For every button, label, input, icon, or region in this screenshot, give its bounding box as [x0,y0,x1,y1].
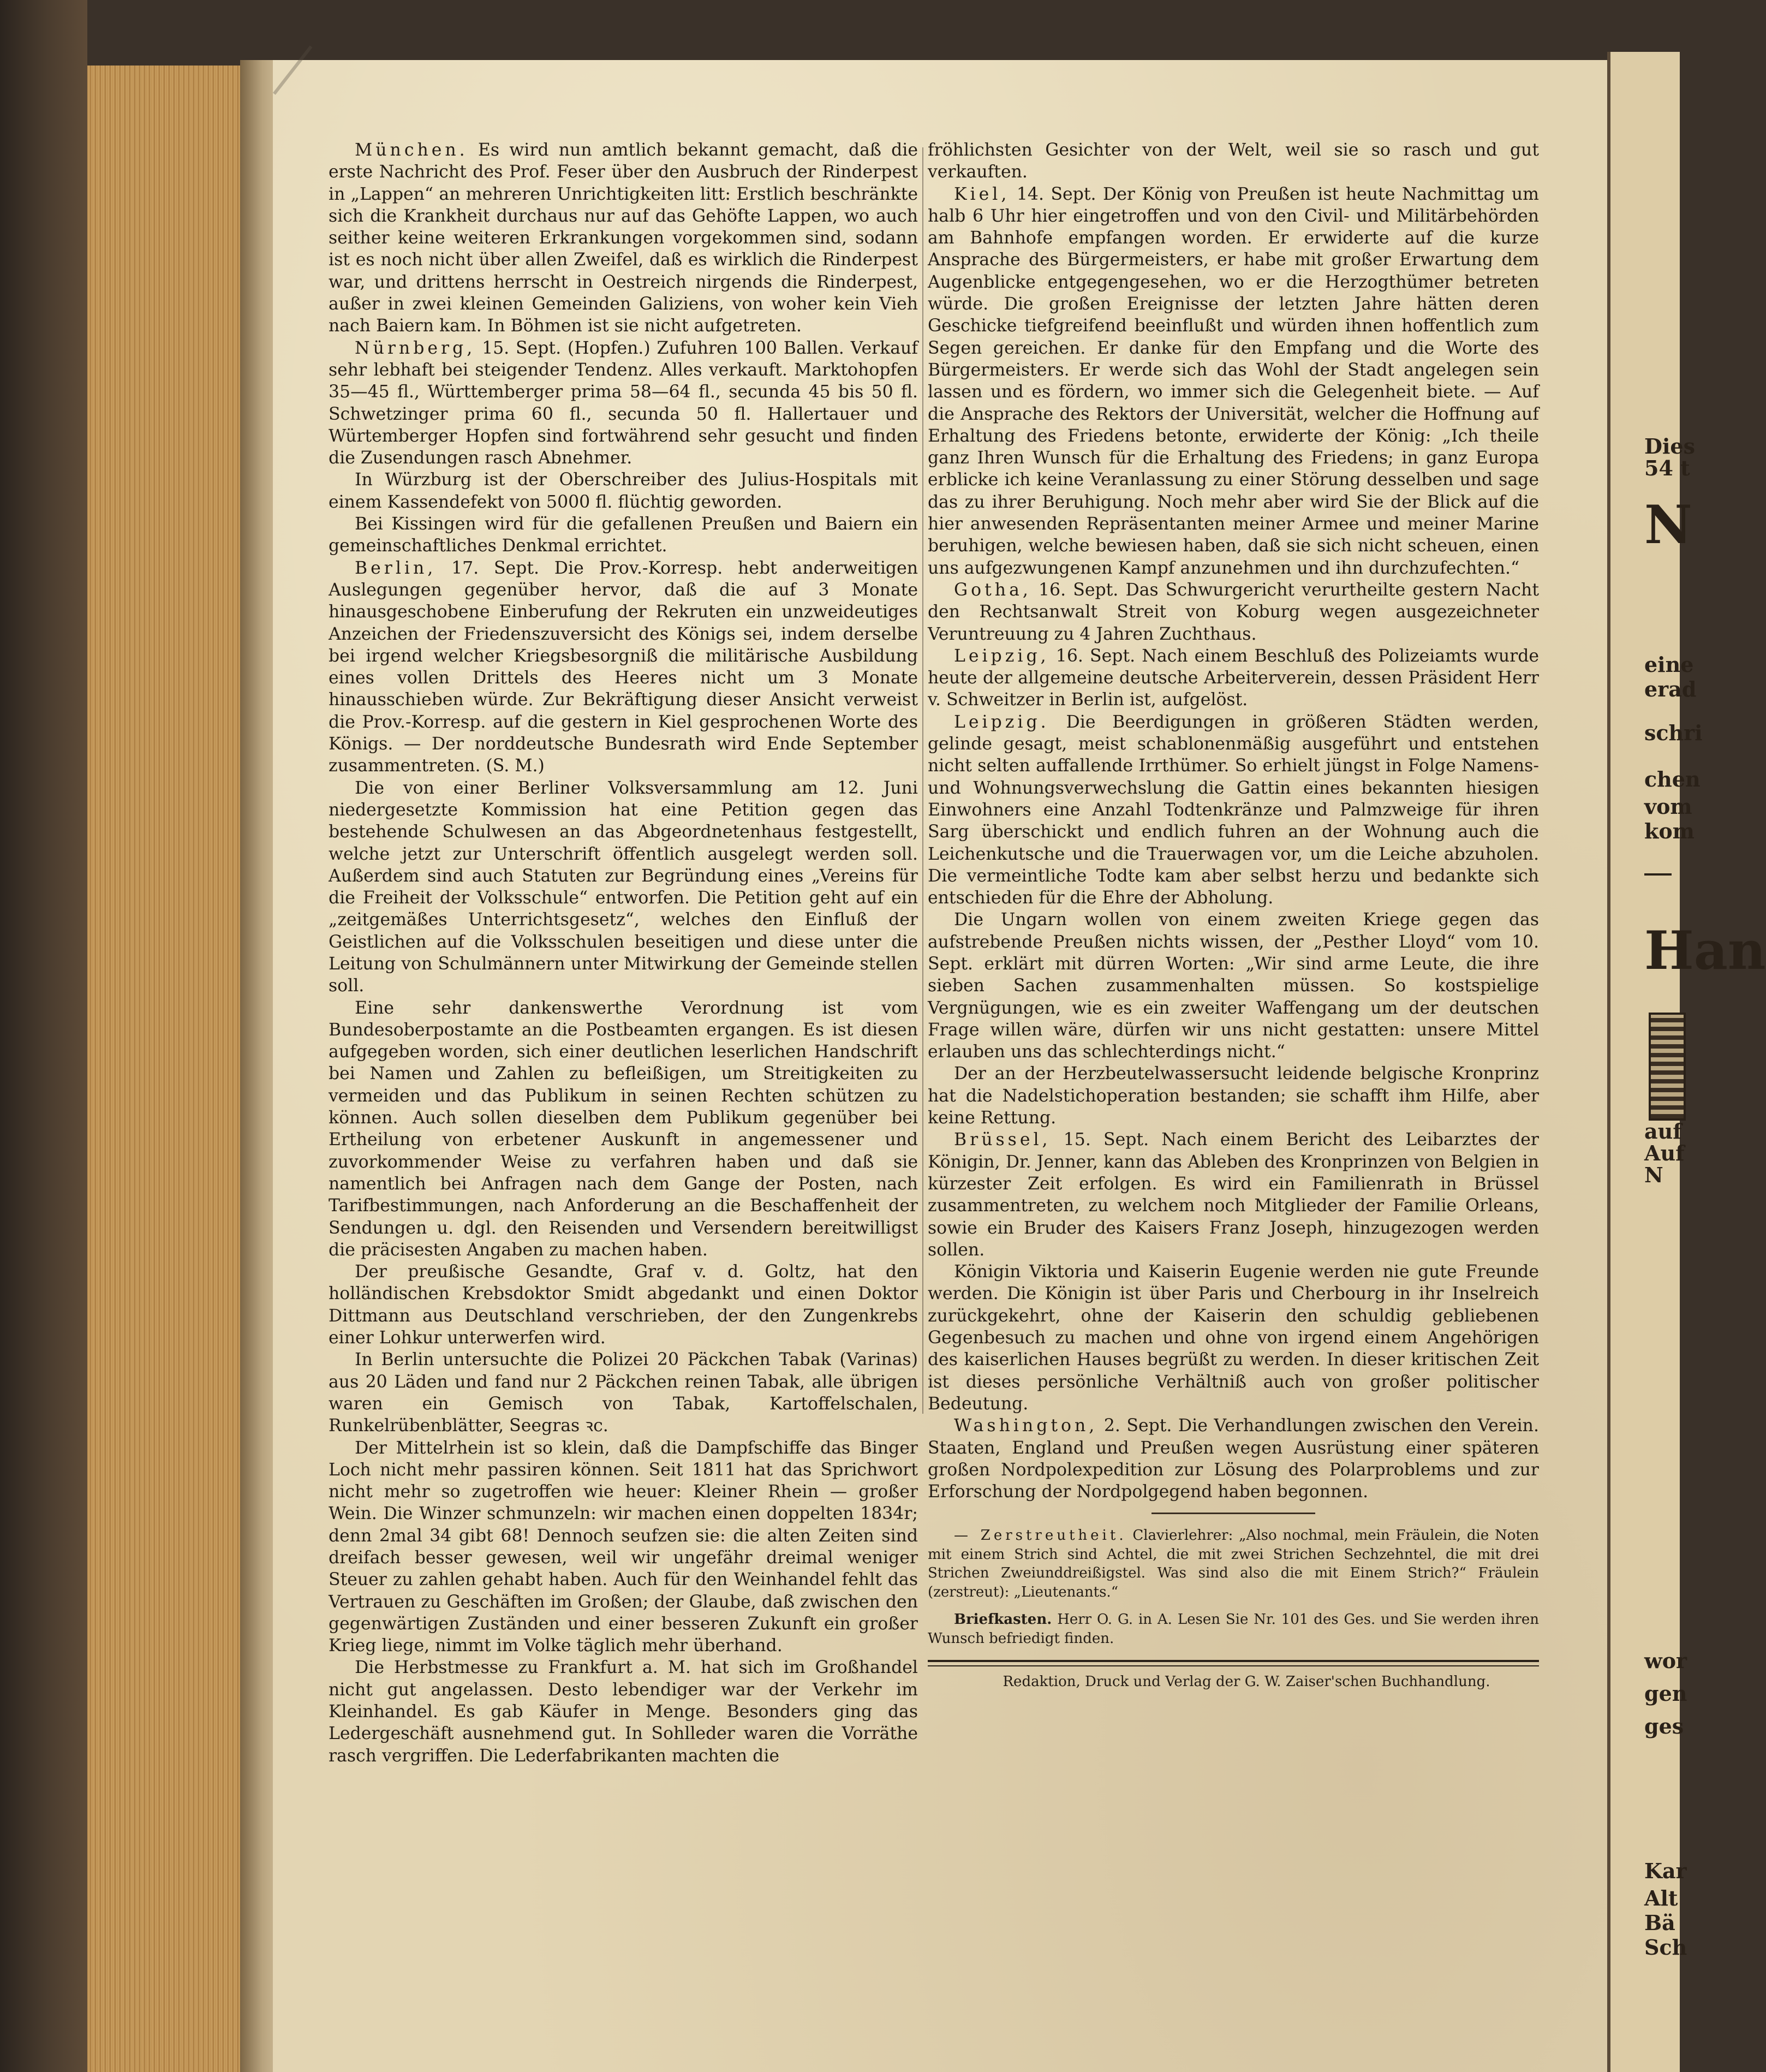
article-paragraph [329,139,918,337]
adjacent-page-rule [1644,873,1672,876]
article-text: Die Ungarn wollen von einem zweiten Kriege gegen das aufstrebende Preußen nichts wissen, der „Pesther Lloyd“ vom 10. Sept. erklärt mit dürren Worten: „Wir sind arme Leute, die ihre sieben Sachen zusammenhalten müssen. So kostspielige Vergnügungen, wie es ein zweiter Waffengang um der deutschen Frage willen wäre, dürfen wir uns nicht gestatten: unsere Mittel erlauben uns das schlechterdings nicht.“ [928,910,1539,1062]
adjacent-page-fragment: chen [1644,767,1701,791]
adjacent-page-fragment: ges [1644,1714,1684,1738]
article-paragraph [928,139,1539,183]
adjacent-page-fragment: N [1644,1163,1663,1187]
article-text: 2. Sept. Die Verhandlungen zwischen den Verein. Staaten, England und Preußen wegen Ausrüstung einer späteren großen Nordpolexpedition zur Lösung des Polarproblems und zur Erforschung der Nordpolgegend haben begonnen. [928,1416,1539,1502]
adjacent-page-fragment: erad [1644,677,1697,701]
article-dateline: Kiel, [954,184,1010,204]
article-text: Bei Kissingen wird für die gefallenen Preußen und Baiern ein gemeinschaftliches Denkmal errichtet. [329,514,918,556]
article-paragraph [329,513,918,557]
article-paragraph [329,337,918,469]
anecdote-text: Clavierlehrer: „Also nochmal, mein Fräulein, die Noten mit einem Strich sind Achtel, die mit zwei Strichen Sechzehntel, die mit drei Strichen Zweiunddreißigstel. Was sind also die mit Einem Strich?“ Fräulein (zerstreut): „Lieutenants.“ [928,1527,1539,1600]
article-paragraph [928,711,1539,909]
adjacent-page-fragment: eine [1644,652,1694,677]
briefkasten [928,1610,1539,1648]
article-text: Der preußische Gesandte, Graf v. d. Goltz, hat den holländischen Krebsdoktor Smidt abgedankt und einen Doktor Dittmann aus Deutschland verschrieben, der den Zungenkrebs einer Lohkur unterwerfen wird. [329,1262,918,1348]
adjacent-page-fragment: Bä [1644,1910,1675,1935]
article-text: In Würzburg ist der Oberschreiber des Julius-Hospitals mit einem Kassendefekt von 5000 fl. flüchtig geworden. [329,470,918,512]
imprint: Redaktion, Druck und Verlag der G. W. Zaiser'schen Buchhandlung. [1003,1674,1490,1690]
article-text: Königin Viktoria und Kaiserin Eugenie werden nie gute Freunde werden. Die Königin ist über Paris und Cherbourg in ihr Inselreich zurückgekehrt, ohne der Kaiserin den schuldig gebliebenen Gegenbesuch zu machen und ohne von irgend einem Angehörigen des kaiserlichen Hauses begrüßt zu werden. In dieser kritischen Zeit ist dieses persönliche Verhältniß auch von großer politischer Bedeutung. [928,1262,1539,1414]
book-spine [0,0,87,2072]
article-paragraph [928,579,1539,645]
adjacent-page-fragment: 54 t [1644,456,1690,480]
article-text: 16. Sept. Nach einem Beschluß des Polizeiamts wurde heute der allgemeine deutsche Arbeiterverein, dessen Präsident Herr v. Schweitzer in Berlin ist, aufgelöst. [928,646,1539,710]
page-edges [87,66,247,2072]
adjacent-page-fragment: Han [1644,920,1766,981]
article-text: Eine sehr dankenswerthe Verordnung ist vom Bundesoberpostamte an die Postbeamten ergangen. Es ist diesen aufgegeben worden, sich einer deutlichen leserlichen Handschrift bei Namen und Zahlen zu befleißigen, um Streitigkeiten zu vermeiden und das Publikum in seinen Rechten schützen zu können. Auch sollen dieselben dem Publikum gegenüber bei Ertheilung von erbetener Auskunft in angemessener und zuvorkommender Weise zu verfahren haben und daß sie namentlich bei Anfragen nach dem Gange der Posten, nach Tarifbestimmungen, nach Anforderung an die Beschaffenheit der Sendungen u. dgl. den Reisenden und Versendern bereitwilligst die präcisesten Angaben zu machen haben. [329,998,918,1260]
article-dateline: Nürnberg, [355,338,476,358]
article-paragraph [329,997,918,1261]
column-divider [922,147,923,1414]
adjacent-page-fragment: vom [1644,794,1692,819]
article-dateline: Gotha, [954,580,1031,600]
article-text: Der Mittelrhein ist so klein, daß die Dampfschiffe das Binger Loch nicht mehr passiren können. Seit 1811 hat das Sprichwort nicht mehr so zugetroffen wie heuer: Kleiner Rhein — großer Wein. Die Winzer schmunzeln: wir machen einen doppelten 1834r; denn 2mal 34 gibt 68! Dennoch seufzen sie: die alten Zeiten sind dreifach besser gewesen, weil wir ungefähr dreimal weniger Steuer zu zahlen gehabt haben. Auch für den Weinhandel fehlt das Vertrauen zu Geschäften im Großen; der Glaube, daß zwischen den gegenwärtigen Zuständen und einer besseren Zukunft ein großer Krieg liege, nimmt im Volke täglich mehr überhand. [329,1438,918,1656]
adjacent-page-fragment: N [1644,494,1692,556]
article-paragraph [329,1437,918,1657]
anecdote-lead: — Zerstreutheit. [954,1527,1127,1544]
footer-rule [928,1660,1539,1662]
article-text: 15. Sept. Nach einem Bericht des Leibarztes der Königin, Dr. Jenner, kann das Ableben des Kronprinzen von Belgien in kürzester Zeit erfolgen. Es wird ein Familienrath in Brüssel zusammentreten, zu welchem noch Mitglieder der Familie Orleans, sowie ein Bruder des Kaisers Franz Joseph, hinzugezogen werden sollen. [928,1130,1539,1260]
article-paragraph [928,1261,1539,1415]
article-text: 16. Sept. Das Schwurgericht verurtheilte gestern Nacht den Rechtsanwalt Streit von Koburg wegen ausgezeichneter Veruntreuung zu 4 Jahren Zuchthaus. [928,580,1539,644]
article-dateline: Leipzig. [954,712,1049,732]
article-text: Die von einer Berliner Volksversammlung am 12. Juni niedergesetzte Kommission hat eine Petition gegen das bestehende Schulwesen an das Abgeordnetenhaus festgestellt, welche jetzt zur Unterschrift öffentlich ausgelegt werden soll. Außerdem sind auch Statuten zur Begründung eines „Vereins für die Freiheit der Volksschule“ entworfen. Die Petition geht auf ein „zeitgemäßes Unterrichtsgesetz“, welches den Einfluß der Geistlichen auf die Volksschulen beseitigen und diese unter die Leitung von Schulmännern unter Mitwirkung der Gemeinde stellen soll. [329,778,918,996]
article-paragraph [928,1415,1539,1503]
article-dateline: Washington, [954,1416,1098,1436]
article-dateline: München. [355,140,468,160]
briefkasten-text: Herr O. G. in A. Lesen Sie Nr. 101 des Ges. und Sie werden ihren Wunsch befriedigt finden. [928,1611,1539,1647]
adjacent-page-fragment: gen [1644,1681,1687,1706]
article-paragraph [329,469,918,513]
adjacent-page-fragment: schri [1644,721,1703,745]
article-text: Der an der Herzbeutelwassersucht leidende belgische Kronprinz hat die Nadelstichoperation bestanden; sie schafft ihm Hilfe, aber keine Rettung. [928,1064,1539,1128]
separator-rule [1152,1513,1315,1514]
left-column [329,139,918,1767]
article-paragraph [329,777,918,997]
article-text: fröhlichsten Gesichter von der Welt, weil sie so rasch und gut verkauften. [928,140,1539,182]
adjacent-page-fragment: Sch [1644,1935,1687,1960]
right-column [928,139,1539,1693]
adjacent-page-edge [1607,52,1766,2072]
article-dateline: Berlin, [355,558,437,578]
adjacent-page-fragment: kom [1644,819,1695,843]
article-paragraph [329,557,918,777]
article-paragraph [928,909,1539,1063]
article-text: 15. Sept. (Hopfen.) Zufuhren 100 Ballen. Verkauf sehr lebhaft bei steigender Tendenz. Alles verkauft. Marktohopfen 35—45 fl., Württemberger prima 58—64 fl., secunda 45 bis 50 fl. Schwetzinger prima 60 fl., secunda 50 fl. Hallertauer und Würtemberger Hopfen sind fortwährend sehr gesucht und finden die Zusendungen rasch Abnehmer. [329,338,918,468]
adjacent-page-fragment: Alt [1644,1886,1678,1910]
adjacent-page-fragment: Dies [1644,434,1695,459]
article-text: 14. Sept. Der König von Preußen ist heute Nachmittag um halb 6 Uhr hier eingetroffen und von den Civil- und Militärbehörden am Bahnhofe empfangen worden. Er erwiderte auf die kurze Ansprache des Bürgermeisters, er habe mit großer Erwartung dem Augenblicke entgegengesehen, wo er die Herzogthümer betreten würde. Die großen Ereignisse der letzten Jahre hätten deren Geschicke tiefgreifend beeinflußt und würden ihnen hoffentlich zum Segen gereichen. Er danke für den Empfang und die Worte des Bürgermeisters. Er werde sich das Wohl der Stadt angelegen sein lassen und es fördern, wo immer sich die Gelegenheit biete. — Auf die Ansprache des Rektors der Universität, welcher die Hoffnung auf Erhaltung des Friedens betonte, erwiderte der König: „Ich theile ganz Ihren Wunsch für die Erhaltung des Friedens; in ganz Europa erblicke ich keine Veranlassung zu einer Störung desselben und sage das zu ihrer Beruhigung. Noch mehr aber wird Sie der Blick auf die hier anwesenden Repräsentanten meiner Armee und meiner Marine beruhigen, welche bewiesen haben, daß sie sich nicht scheuen, einen uns aufgezwungenen Kampf anzunehmen und ihn durchzufechten.“ [928,184,1539,578]
article-dateline: Brüssel, [954,1130,1051,1150]
article-paragraph [329,1349,918,1437]
article-paragraph [329,1657,918,1766]
article-paragraph [928,645,1539,711]
adjacent-page-fragment: auf [1644,1119,1682,1144]
article-text: Die Beerdigungen in größeren Städten werden, gelinde gesagt, meist schablonenmäßig ausgeführt und entstehen nicht selten auffallende Irrthümer. So erhielt jüngst in Folge Namens- und Wohnungsverwechslung die Gattin eines bekannten hiesigen Einwohners eine Anzahl Todtenkränze und Palmzweige für ihren Sarg überschickt und endlich fuhren an der Wohnung auch die Leichenkutsche und die Trauerwagen vor, um die Leiche abzuholen. Die vermeintliche Todte kam aber selbst herzu und bedankte sich entschieden für die Ehre der Abholung. [928,712,1539,908]
footer-rule-thin [928,1665,1539,1666]
adjacent-page-fragment: Auf [1644,1141,1685,1165]
article-text: Die Herbstmesse zu Frankfurt a. M. hat sich im Großhandel nicht gut angelassen. Desto lebendiger war der Verkehr im Kleinhandel. Es gab Käufer in Menge. Besonders ging das Ledergeschäft ausnehmend gut. In Sohlleder waren die Vorräthe rasch vergriffen. Die Lederfabrikanten machten die [329,1658,918,1766]
article-text: In Berlin untersuchte die Polizei 20 Päckchen Tabak (Varinas) aus 20 Läden und fand nur 2 Päckchen reinen Tabak, alle übrigen waren ein Gemisch von Tabak, Kartoffelschalen, Runkelrübenblätter, Seegras ꝛc. [329,1350,918,1436]
article-text: 17. Sept. Die Prov.-Korresp. hebt anderweitigen Auslegungen gegenüber hervor, daß die auf 3 Monate hinausgeschobene Einberufung der Rekruten ein unzweideutiges Anzeichen der Friedenszuversicht des Königs sei, indem derselbe bei irgend welcher Kriegsbesorgniß die militärische Ausbildung eines vollen Drittels des Heeres nicht um 3 Monate hinausschieben würde. Zur Bekräftigung dieser Ansicht verweist die Prov.-Korresp. auf die gestern in Kiel gesprochenen Worte des Königs. — Der norddeutsche Bundesrath wird Ende September zusammentreten. (S. M.) [329,558,918,776]
article-paragraph [928,1063,1539,1129]
adjacent-page-fragment: wor [1644,1648,1687,1673]
article-paragraph [329,1261,918,1349]
article-paragraph [928,1129,1539,1261]
article-text: Es wird nun amtlich bekannt gemacht, daß die erste Nachricht des Prof. Feser über den Ausbruch der Rinderpest in „Lappen“ an mehreren Unrichtigkeiten litt: Erstlich beschränkte sich die Krankheit durchaus nur auf das Gehöfte Lappen, wo auch seither keine weiteren Erkrankungen vorgekommen sind, sodann ist es noch nicht über allen Zweifel, daß es wirklich die Rinderpest war, und drittens herrscht in Oestreich nirgends die Rinderpest, außer in zwei kleinen Gemeinden Galiziens, von woher kein Vieh nach Baiern kam. In Böhmen ist sie nicht aufgetreten. [329,140,918,336]
right-column-articles [928,139,1539,1503]
anecdote [928,1526,1539,1601]
article-dateline: Leipzig, [954,646,1049,666]
briefkasten-label: Briefkasten. [954,1611,1052,1628]
article-paragraph [928,183,1539,579]
adjacent-page-emblem [1649,1013,1686,1121]
adjacent-page-fragment: Kar [1644,1859,1687,1883]
